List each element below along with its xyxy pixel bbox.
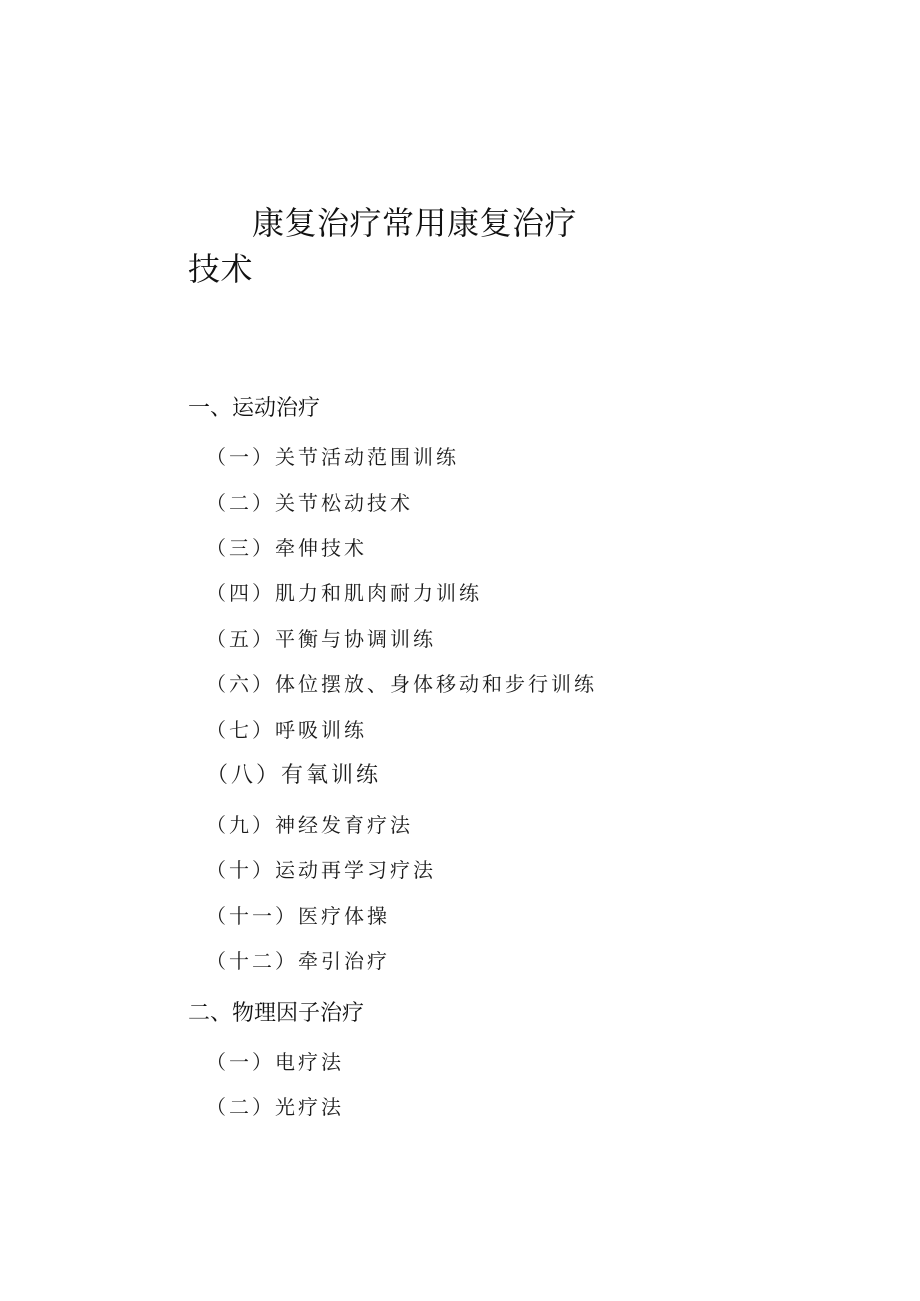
list-item: （一）电疗法 [206, 1050, 344, 1074]
list-item: （六）体位摆放、身体移动和步行训练 [206, 672, 597, 696]
list-item: （二）光疗法 [206, 1095, 344, 1119]
list-item: （十）运动再学习疗法 [206, 858, 436, 882]
list-item: （十一）医疗体操 [206, 904, 390, 928]
list-item: （八）有氧训练 [206, 763, 382, 788]
list-item: （七）呼吸训练 [206, 718, 367, 742]
list-item: （四）肌力和肌肉耐力训练 [206, 581, 482, 605]
list-item: （三）牵伸技术 [206, 536, 367, 560]
section-heading-exercise-therapy: 一、运动治疗 [188, 396, 321, 421]
document-title-line-2: 技术 [188, 250, 254, 288]
document-title-line-1: 康复治疗常用康复治疗 [252, 204, 578, 242]
list-item: （一）关节活动范围训练 [206, 445, 459, 469]
section-heading-physical-factor-therapy: 二、物理因子治疗 [188, 1001, 365, 1026]
list-item: （十二）牵引治疗 [206, 949, 390, 973]
list-item: （二）关节松动技术 [206, 491, 413, 515]
list-item: （九）神经发育疗法 [206, 813, 413, 837]
list-item: （五）平衡与协调训练 [206, 627, 436, 651]
